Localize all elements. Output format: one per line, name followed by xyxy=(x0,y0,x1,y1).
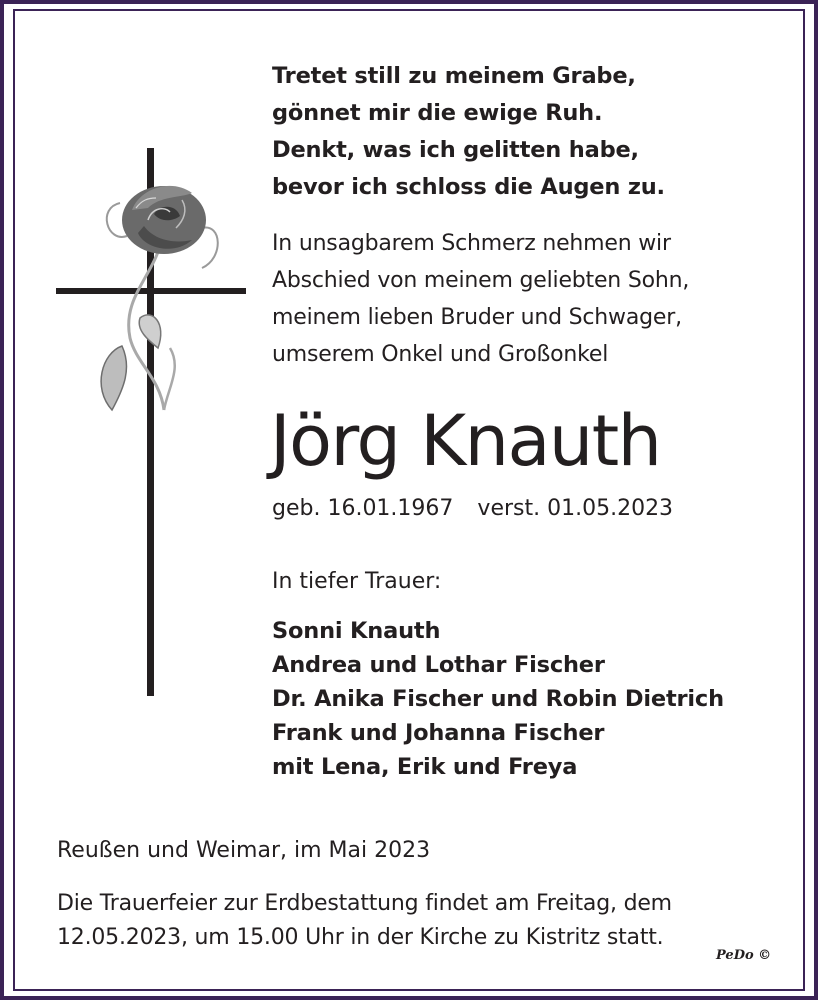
mourner: Andrea und Lothar Fischer xyxy=(272,652,605,678)
mourner: Dr. Anika Fischer und Robin Dietrich xyxy=(272,686,724,712)
cross-with-rose-icon xyxy=(52,148,252,700)
mourners-list xyxy=(272,614,724,784)
funeral-notice: Die Trauerfeier zur Erdbestattung findet am Freitag, dem 12.05.2023, um 15.00 Uhr in der Kirche zu Kistritz statt. xyxy=(57,891,672,950)
birth-date: geb. 16.01.1967 xyxy=(272,496,454,521)
place-and-date: Reußen und Weimar, im Mai 2023 xyxy=(57,838,431,863)
mourning-label: In tiefer Trauer: xyxy=(272,569,442,594)
deceased-name: Jörg Knauth xyxy=(270,400,661,482)
intro-text: In unsagbarem Schmerz nehmen wir Abschied von meinem geliebten Sohn, meinem lieben Bruder und Schwager, umserem Onkel und Großonkel xyxy=(272,231,690,367)
mourner: Sonni Knauth xyxy=(272,618,441,644)
death-date: verst. 01.05.2023 xyxy=(477,496,674,521)
mourner: mit Lena, Erik und Freya xyxy=(272,754,578,780)
mourner: Frank und Johanna Fischer xyxy=(272,720,605,746)
life-dates xyxy=(272,494,673,524)
copyright-mark: PeDo © xyxy=(716,948,772,963)
poem: Tretet still zu meinem Grabe, gönnet mir die ewige Ruh. Denkt, was ich gelitten habe, bevor ich schloss die Augen zu. xyxy=(272,63,665,200)
